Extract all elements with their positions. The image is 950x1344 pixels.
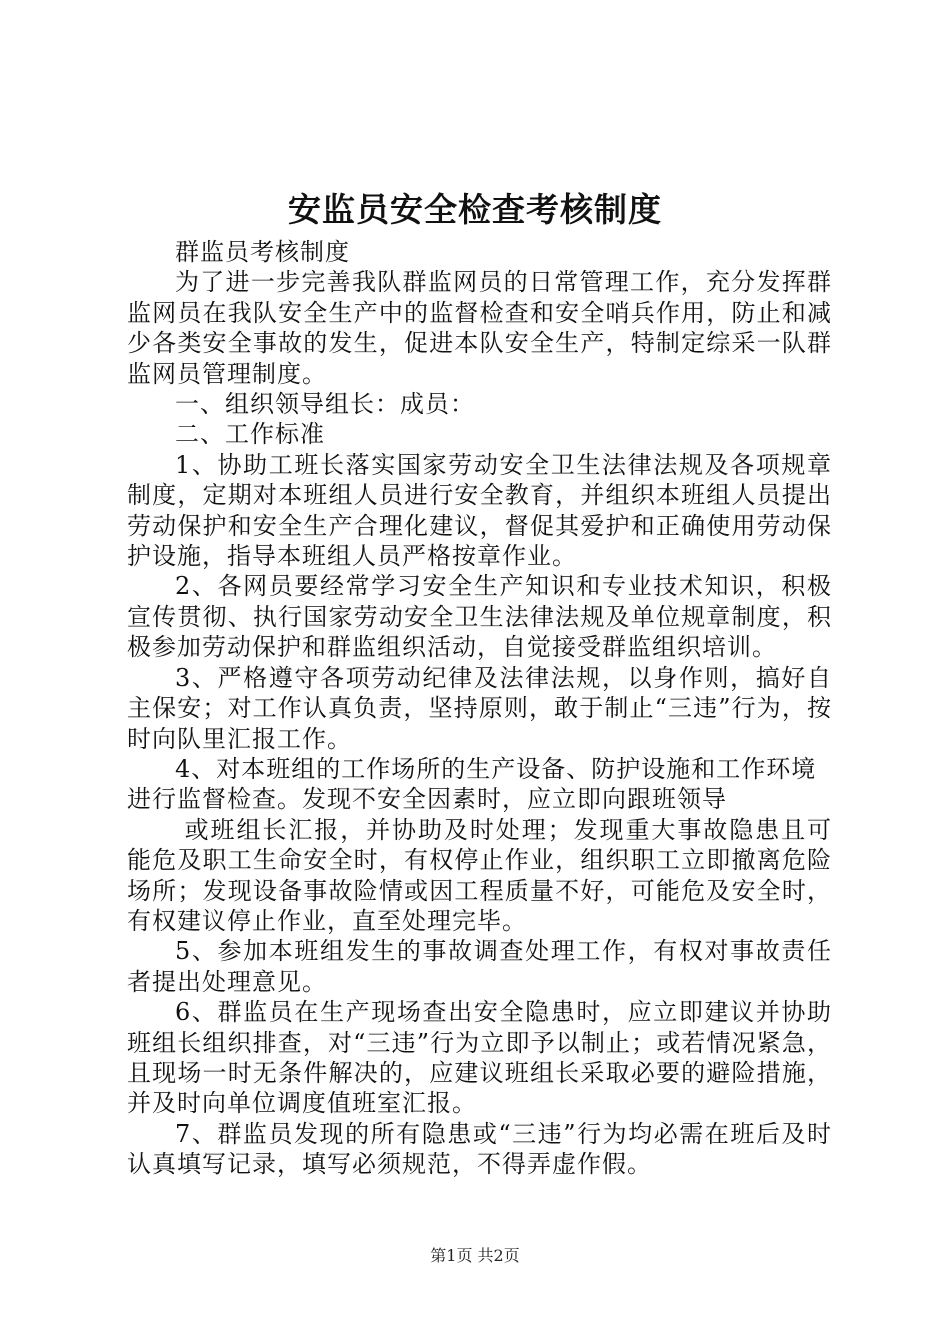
paragraph-item-4-continued: 或班组长汇报，并协助及时处理；发现重大事故隐患且可能危及职工生命安全时，有权停止作业，组织职工立即撤离危险场所；发现设备事故险情或因工程质量不好，可能危及安全时，有权建议停止作业，直至处理完毕。 (127, 815, 832, 935)
paragraph-section-2: 二、工作标准 (175, 420, 325, 449)
paragraph-item-1: 1、协助工班长落实国家劳动安全卫生法律法规及各项规章制度，定期对本班组人员进行安全教育，并组织本班组人员提出劳动保护和安全生产合理化建议，督促其爱护和正确使用劳动保护设施，指导本班组人员严格按章作业。 (127, 450, 832, 571)
document-title: 安监员安全检查考核制度 (288, 190, 662, 229)
document-body (127, 237, 832, 1180)
paragraph-item-6: 6、群监员在生产现场查出安全隐患时，应立即建议并协助班组长组织排查，对“三违”行为立即予以制止；或若情况紧急，且现场一时无条件解决的，应建议班组长采取必要的避险措施，并及时向单位调度值班室汇报。 (127, 998, 832, 1118)
paragraph-section-1: 一、组织领导组长：成员： (175, 390, 475, 419)
paragraph-subtitle: 群监员考核制度 (175, 238, 350, 266)
paragraph-item-4: 4、对本班组的工作场所的生产设备、防护设施和工作环境进行监督检查。发现不安全因素时，应立即向跟班领导 (127, 754, 817, 814)
paragraph-intro: 为了进一步完善我队群监网员的日常管理工作，充分发挥群监网员在我队安全生产中的监督检查和安全哨兵作用，防止和减少各类安全事故的发生，促进本队安全生产，特制定综采一队群监网员管理制度。 (127, 268, 832, 388)
paragraph-item-5: 5、参加本班组发生的事故调查处理工作，有权对事故责任者提出处理意见。 (127, 937, 832, 996)
page-footer: 第1页 共2页 (430, 1246, 520, 1265)
paragraph-item-2: 2、各网员要经常学习安全生产知识和专业技术知识，积极宣传贯彻、执行国家劳动安全卫生法律法规及单位规章制度，积极参加劳动保护和群监组织活动，自觉接受群监组织培训。 (127, 572, 832, 662)
paragraph-item-3: 3、严格遵守各项劳动纪律及法律法规，以身作则，搞好自主保安；对工作认真负责，坚持原则，敢于制止“三违”行为，按时向队里汇报工作。 (127, 663, 832, 753)
paragraph-item-7: 7、群监员发现的所有隐患或“三违”行为均必需在班后及时认真填写记录，填写必须规范，不得弄虚作假。 (127, 1119, 832, 1179)
